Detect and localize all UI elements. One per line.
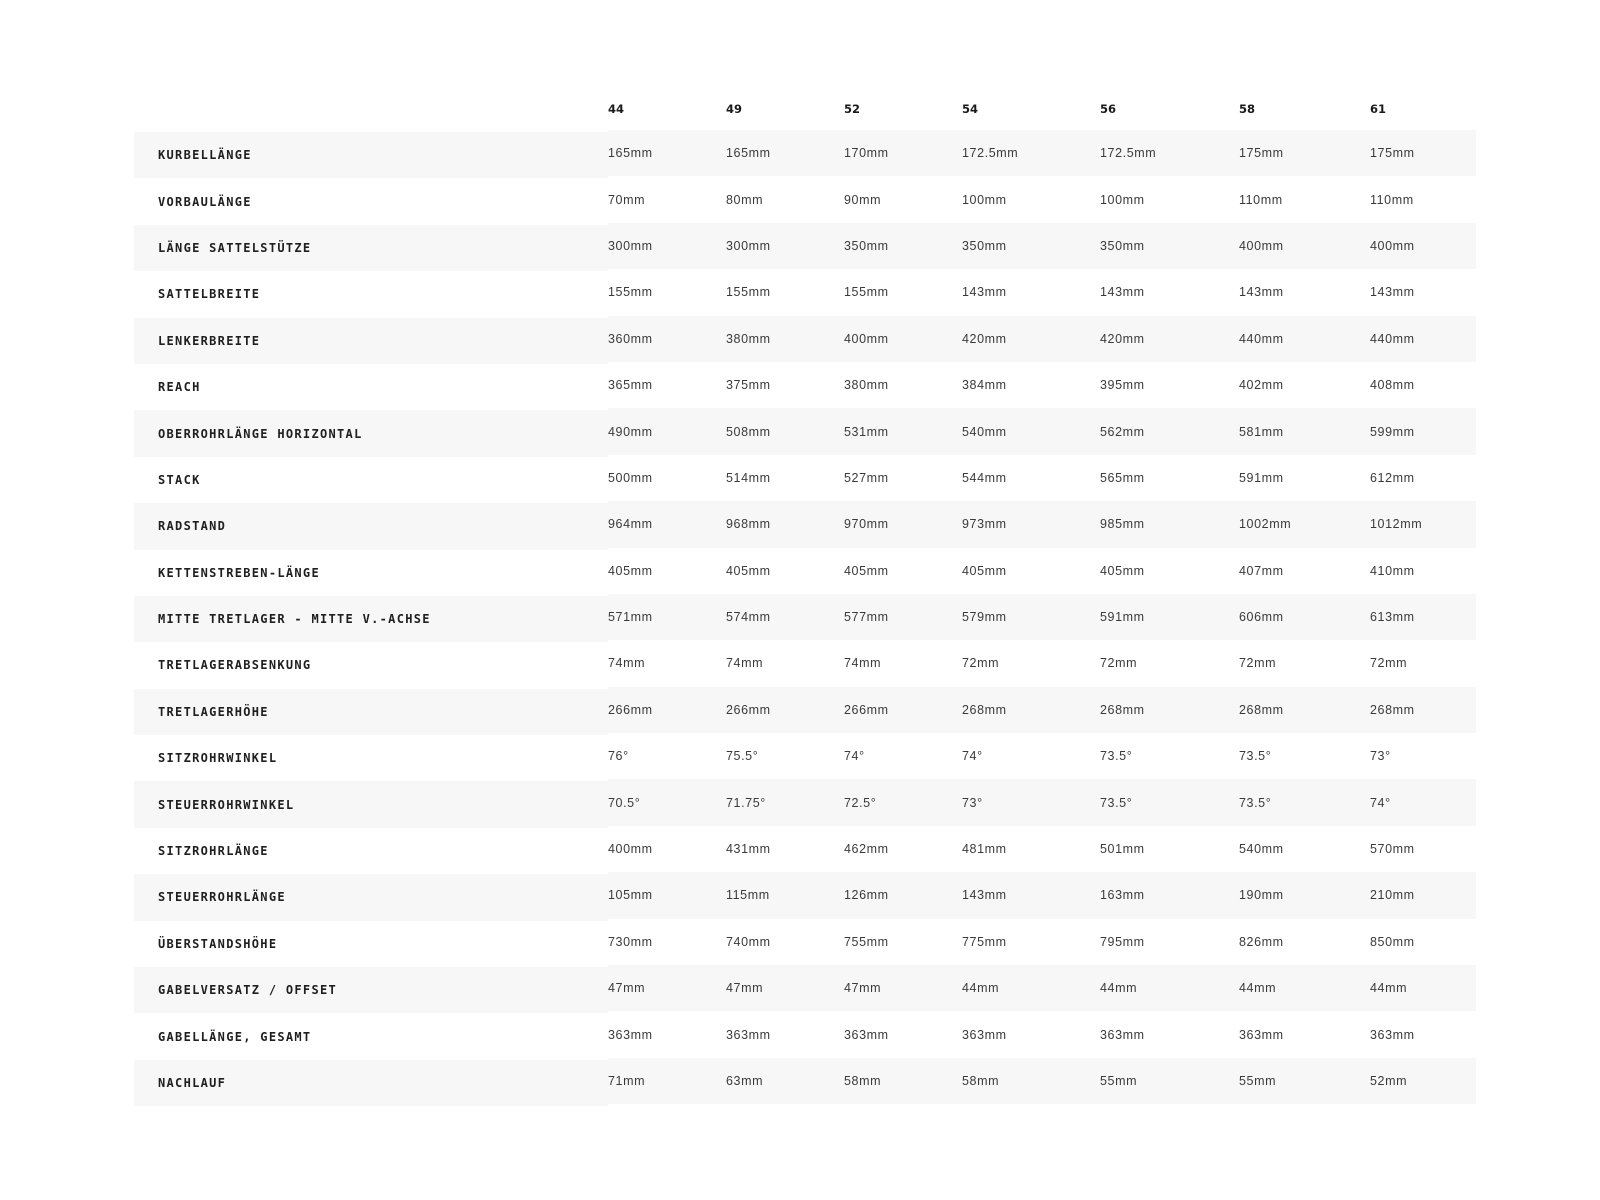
table-cell: 363mm bbox=[844, 1027, 889, 1042]
row-label: SITZROHRLÄNGE bbox=[158, 844, 269, 859]
row-label: GABELVERSATZ / OFFSET bbox=[158, 983, 338, 998]
size-header-row bbox=[134, 86, 1476, 132]
table-cell: 360mm bbox=[608, 331, 653, 346]
row-label: KURBELLÄNGE bbox=[158, 148, 252, 163]
table-cell: 606mm bbox=[1239, 610, 1284, 625]
table-cell: 74mm bbox=[844, 656, 882, 671]
table-cell: 44mm bbox=[962, 981, 1000, 996]
table-cell: 405mm bbox=[962, 563, 1007, 578]
row-label: SITZROHRWINKEL bbox=[158, 751, 278, 766]
row-label: LÄNGE SATTELSTÜTZE bbox=[158, 240, 312, 255]
table-cell: 170mm bbox=[844, 146, 889, 161]
table-cell: 363mm bbox=[962, 1027, 1007, 1042]
table-cell: 612mm bbox=[1370, 470, 1415, 485]
row-label: OBERROHRLÄNGE HORIZONTAL bbox=[158, 426, 363, 441]
table-cell: 175mm bbox=[1239, 146, 1284, 161]
table-cell: 571mm bbox=[608, 610, 653, 625]
table-cell: 490mm bbox=[608, 424, 653, 439]
table-cell: 405mm bbox=[608, 563, 653, 578]
table-cell: 74mm bbox=[726, 656, 764, 671]
table-cell: 973mm bbox=[962, 517, 1007, 532]
row-label: SATTELBREITE bbox=[158, 287, 261, 302]
table-row bbox=[134, 550, 1476, 596]
table-row bbox=[134, 503, 1476, 549]
table-cell: 363mm bbox=[608, 1027, 653, 1042]
table-cell: 47mm bbox=[608, 981, 646, 996]
table-cell: 400mm bbox=[1239, 238, 1284, 253]
table-cell: 210mm bbox=[1370, 888, 1415, 903]
table-cell: 570mm bbox=[1370, 842, 1415, 857]
table-row bbox=[134, 596, 1476, 642]
size-header: 49 bbox=[726, 102, 743, 116]
table-cell: 581mm bbox=[1239, 424, 1284, 439]
table-cell: 540mm bbox=[1239, 842, 1284, 857]
row-label: STACK bbox=[158, 472, 201, 487]
table-cell: 599mm bbox=[1370, 424, 1415, 439]
table-cell: 775mm bbox=[962, 934, 1007, 949]
table-cell: 71mm bbox=[608, 1074, 646, 1088]
table-cell: 565mm bbox=[1100, 470, 1145, 485]
table-cell: 74° bbox=[962, 749, 983, 764]
table-cell: 591mm bbox=[1239, 470, 1284, 485]
size-header: 44 bbox=[608, 102, 625, 116]
table-cell: 350mm bbox=[962, 238, 1007, 253]
table-cell: 402mm bbox=[1239, 378, 1284, 393]
size-header: 56 bbox=[1100, 102, 1117, 116]
table-cell: 1002mm bbox=[1239, 517, 1292, 532]
table-cell: 126mm bbox=[844, 888, 889, 903]
table-cell: 73.5° bbox=[1239, 749, 1272, 764]
table-cell: 400mm bbox=[608, 842, 653, 857]
table-cell: 110mm bbox=[1239, 192, 1283, 207]
table-cell: 44mm bbox=[1370, 981, 1408, 996]
table-cell: 74° bbox=[844, 749, 865, 764]
table-row bbox=[134, 178, 1476, 224]
table-cell: 440mm bbox=[1239, 331, 1284, 346]
row-label: KETTENSTREBEN-LÄNGE bbox=[158, 565, 320, 580]
table-cell: 405mm bbox=[1100, 563, 1145, 578]
table-cell: 365mm bbox=[608, 378, 653, 393]
row-label: VORBAULÄNGE bbox=[158, 194, 252, 209]
table-cell: 143mm bbox=[962, 888, 1007, 903]
table-cell: 508mm bbox=[726, 424, 771, 439]
table-cell: 500mm bbox=[608, 470, 653, 485]
table-cell: 76° bbox=[608, 749, 629, 764]
table-header bbox=[134, 86, 1476, 132]
table-cell: 440mm bbox=[1370, 331, 1415, 346]
table-cell: 380mm bbox=[726, 331, 771, 346]
table-cell: 405mm bbox=[844, 563, 889, 578]
table-cell: 266mm bbox=[726, 702, 771, 717]
table-cell: 172.5mm bbox=[962, 146, 1019, 161]
table-cell: 481mm bbox=[962, 842, 1007, 857]
table-cell: 55mm bbox=[1239, 1074, 1277, 1088]
table-cell: 540mm bbox=[962, 424, 1007, 439]
table-cell: 579mm bbox=[962, 610, 1007, 625]
table-cell: 408mm bbox=[1370, 378, 1415, 393]
table-cell: 405mm bbox=[726, 563, 771, 578]
table-cell: 58mm bbox=[844, 1074, 882, 1088]
table-cell: 163mm bbox=[1100, 888, 1145, 903]
table-cell: 143mm bbox=[1370, 285, 1415, 300]
table-cell: 155mm bbox=[726, 285, 771, 300]
table-cell: 47mm bbox=[726, 981, 764, 996]
table-cell: 826mm bbox=[1239, 934, 1284, 949]
table-row bbox=[134, 642, 1476, 688]
table-cell: 44mm bbox=[1239, 981, 1277, 996]
table-cell: 73° bbox=[1370, 749, 1391, 764]
table-row bbox=[134, 967, 1476, 1013]
row-label: NACHLAUF bbox=[158, 1076, 227, 1090]
table-cell: 73° bbox=[962, 795, 983, 810]
table-cell: 72mm bbox=[962, 656, 1000, 671]
table-cell: 613mm bbox=[1370, 610, 1415, 625]
table-cell: 300mm bbox=[608, 238, 653, 253]
table-cell: 363mm bbox=[1100, 1027, 1145, 1042]
table-cell: 110mm bbox=[1370, 192, 1414, 207]
table-cell: 115mm bbox=[726, 888, 770, 903]
table-cell: 400mm bbox=[1370, 238, 1415, 253]
table-cell: 363mm bbox=[726, 1027, 771, 1042]
table-row bbox=[134, 1060, 1476, 1106]
table-cell: 350mm bbox=[844, 238, 889, 253]
table-cell: 574mm bbox=[726, 610, 771, 625]
table-cell: 850mm bbox=[1370, 934, 1415, 949]
table-cell: 73.5° bbox=[1100, 795, 1133, 810]
table-row bbox=[134, 225, 1476, 271]
table-body bbox=[134, 132, 1476, 1106]
size-header: 61 bbox=[1370, 102, 1387, 116]
table-cell: 400mm bbox=[844, 331, 889, 346]
table-cell: 501mm bbox=[1100, 842, 1145, 857]
table-cell: 165mm bbox=[726, 146, 771, 161]
corner-cell bbox=[134, 86, 608, 132]
table-cell: 143mm bbox=[962, 285, 1007, 300]
table-cell: 350mm bbox=[1100, 238, 1145, 253]
table-cell: 268mm bbox=[1100, 702, 1145, 717]
table-cell: 970mm bbox=[844, 517, 889, 532]
table-cell: 363mm bbox=[1370, 1027, 1415, 1042]
table-cell: 968mm bbox=[726, 517, 771, 532]
table-cell: 795mm bbox=[1100, 934, 1145, 949]
table-row bbox=[134, 689, 1476, 735]
table-cell: 1012mm bbox=[1370, 517, 1423, 532]
table-cell: 730mm bbox=[608, 934, 653, 949]
table-cell: 100mm bbox=[962, 192, 1007, 207]
table-cell: 72mm bbox=[1239, 656, 1277, 671]
table-cell: 172.5mm bbox=[1100, 146, 1157, 161]
table-row bbox=[134, 828, 1476, 874]
table-cell: 73.5° bbox=[1239, 795, 1272, 810]
table-cell: 44mm bbox=[1100, 981, 1138, 996]
table-cell: 375mm bbox=[726, 378, 771, 393]
table-cell: 105mm bbox=[608, 888, 653, 903]
row-label: REACH bbox=[158, 380, 201, 395]
table-cell: 80mm bbox=[726, 192, 764, 207]
table-cell: 527mm bbox=[844, 470, 889, 485]
row-label: STEUERROHRWINKEL bbox=[158, 797, 295, 812]
table-cell: 155mm bbox=[608, 285, 653, 300]
table-cell: 300mm bbox=[726, 238, 771, 253]
table-row bbox=[134, 364, 1476, 410]
table-row bbox=[134, 874, 1476, 920]
table-cell: 55mm bbox=[1100, 1074, 1138, 1088]
table-row bbox=[134, 318, 1476, 364]
table-cell: 190mm bbox=[1239, 888, 1284, 903]
table-cell: 407mm bbox=[1239, 563, 1284, 578]
table-cell: 266mm bbox=[844, 702, 889, 717]
row-label: ÜBERSTANDSHÖHE bbox=[158, 936, 278, 951]
size-header: 54 bbox=[962, 102, 979, 116]
table-cell: 462mm bbox=[844, 842, 889, 857]
table-cell: 514mm bbox=[726, 470, 771, 485]
table-cell: 740mm bbox=[726, 934, 771, 949]
table-cell: 985mm bbox=[1100, 517, 1145, 532]
row-label: MITTE TRETLAGER - MITTE V.-ACHSE bbox=[158, 612, 431, 627]
table-cell: 268mm bbox=[962, 702, 1007, 717]
table-cell: 58mm bbox=[962, 1074, 1000, 1088]
table-row bbox=[134, 457, 1476, 503]
table-cell: 964mm bbox=[608, 517, 653, 532]
table-cell: 175mm bbox=[1370, 146, 1415, 161]
table-cell: 544mm bbox=[962, 470, 1007, 485]
geometry-table bbox=[134, 86, 1476, 1106]
table-cell: 268mm bbox=[1370, 702, 1415, 717]
row-label: RADSTAND bbox=[158, 519, 227, 534]
table-row bbox=[134, 921, 1476, 967]
table-row bbox=[134, 1013, 1476, 1059]
table-cell: 431mm bbox=[726, 842, 771, 857]
table-cell: 143mm bbox=[1239, 285, 1284, 300]
size-header: 52 bbox=[844, 102, 861, 116]
row-label: GABELLÄNGE, GESAMT bbox=[158, 1029, 312, 1044]
table-cell: 143mm bbox=[1100, 285, 1145, 300]
table-cell: 266mm bbox=[608, 702, 653, 717]
table-cell: 531mm bbox=[844, 424, 889, 439]
table-cell: 410mm bbox=[1370, 563, 1415, 578]
table-row bbox=[134, 735, 1476, 781]
table-cell: 420mm bbox=[962, 331, 1007, 346]
table-cell: 591mm bbox=[1100, 610, 1145, 625]
table-row bbox=[134, 132, 1476, 178]
table-cell: 562mm bbox=[1100, 424, 1145, 439]
table-cell: 755mm bbox=[844, 934, 889, 949]
row-label: STEUERROHRLÄNGE bbox=[158, 890, 286, 905]
table-cell: 395mm bbox=[1100, 378, 1145, 393]
table-cell: 74mm bbox=[608, 656, 646, 671]
table-cell: 155mm bbox=[844, 285, 889, 300]
table-cell: 52mm bbox=[1370, 1074, 1408, 1088]
table-cell: 72mm bbox=[1100, 656, 1138, 671]
row-label: TRETLAGERABSENKUNG bbox=[158, 658, 312, 673]
table-cell: 100mm bbox=[1100, 192, 1145, 207]
table-row bbox=[134, 781, 1476, 827]
table-cell: 70mm bbox=[608, 192, 646, 207]
row-label: TRETLAGERHÖHE bbox=[158, 704, 269, 719]
table-cell: 63mm bbox=[726, 1074, 764, 1088]
size-header: 58 bbox=[1239, 102, 1256, 116]
table-cell: 90mm bbox=[844, 192, 882, 207]
table-cell: 380mm bbox=[844, 378, 889, 393]
table-row bbox=[134, 271, 1476, 317]
table-cell: 47mm bbox=[844, 981, 882, 996]
table-cell: 75.5° bbox=[726, 749, 759, 764]
table-row bbox=[134, 410, 1476, 456]
table-cell: 577mm bbox=[844, 610, 889, 625]
table-cell: 73.5° bbox=[1100, 749, 1133, 764]
table-cell: 71.75° bbox=[726, 795, 766, 810]
table-cell: 363mm bbox=[1239, 1027, 1284, 1042]
table-cell: 72mm bbox=[1370, 656, 1408, 671]
table-cell: 384mm bbox=[962, 378, 1007, 393]
table-cell: 420mm bbox=[1100, 331, 1145, 346]
table-cell: 70.5° bbox=[608, 795, 641, 810]
row-label: LENKERBREITE bbox=[158, 333, 261, 348]
table-cell: 165mm bbox=[608, 146, 653, 161]
table-cell: 268mm bbox=[1239, 702, 1284, 717]
table-cell: 74° bbox=[1370, 795, 1391, 810]
table-cell: 72.5° bbox=[844, 795, 877, 810]
